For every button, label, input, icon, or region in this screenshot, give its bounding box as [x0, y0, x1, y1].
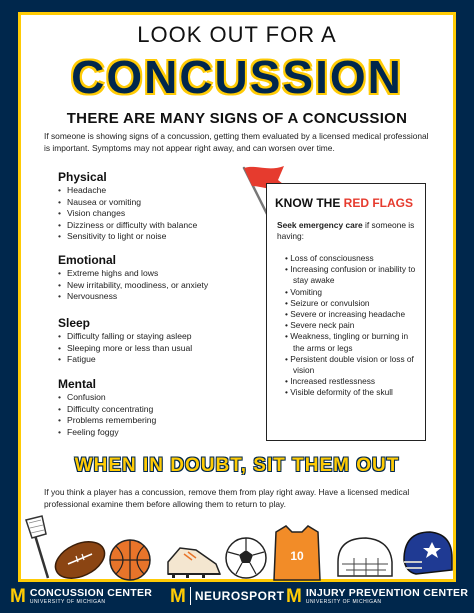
hockey-helmet-icon	[338, 538, 392, 576]
footer-neurosport: M NEUROSPORT	[170, 586, 285, 607]
list-item: • Difficulty concentrating	[58, 404, 268, 416]
list-item: • Headache	[58, 185, 268, 197]
list-item: • Persistent double vision or loss of vision	[285, 354, 419, 376]
list-item: • Difficulty falling or staying asleep	[58, 331, 268, 343]
list-item: • Problems remembering	[58, 415, 268, 427]
list-item: • Extreme highs and lows	[58, 268, 268, 280]
emotional-list	[58, 268, 268, 303]
eyebrow-text: LOOK OUT FOR A	[137, 22, 337, 47]
basketball-icon	[110, 540, 150, 580]
sleep-list	[58, 331, 268, 366]
list-item: • Sensitivity to light or noise	[58, 231, 268, 243]
red-flags-list	[285, 253, 419, 399]
list-item: • Increased restlessness	[285, 376, 419, 387]
red-flags-title: KNOW THE RED FLAGS	[275, 196, 414, 210]
list-item: • Sleeping more or less than usual	[58, 343, 268, 355]
jersey-icon	[274, 526, 320, 580]
doubt-paragraph: If you think a player has a concussion, remove them from play right away. Have a licensed medical professional examine them before allowing them to return to play.	[44, 487, 410, 509]
football-helmet-icon	[404, 532, 452, 574]
list-item: • New irritability, moodiness, or anxiety	[58, 280, 268, 292]
list-item: • Weakness, tingling or burning in the arms or legs	[285, 331, 419, 353]
list-item: • Seizure or convulsion	[285, 298, 419, 309]
list-item: • Nervousness	[58, 291, 268, 303]
sports-equipment-illustration	[20, 514, 454, 582]
michigan-logo-icon: M	[10, 586, 26, 607]
list-item: • Feeling foggy	[58, 427, 268, 439]
footer-injury-prevention-center: M INJURY PREVENTION CENTER UNIVERSITY OF MICHIGAN	[286, 586, 469, 607]
footer	[0, 583, 474, 613]
cleat-icon	[168, 548, 220, 578]
list-item: • Dizziness or difficulty with balance	[58, 220, 268, 232]
list-item: • Vomiting	[285, 287, 419, 298]
emotional-heading: Emotional	[58, 253, 117, 267]
list-item: • Confusion	[58, 392, 268, 404]
intro-paragraph: If someone is showing signs of a concussion, getting them evaluated by a licensed medical professional is important. Symptoms may not appear right away, and can worsen over time.	[44, 131, 429, 153]
list-item: • Vision changes	[58, 208, 268, 220]
mental-list	[58, 392, 268, 438]
list-item: • Severe neck pain	[285, 320, 419, 331]
footer-divider	[190, 587, 191, 605]
list-item: • Fatigue	[58, 354, 268, 366]
list-item: • Severe or increasing headache	[285, 309, 419, 320]
red-flags-box	[266, 183, 426, 441]
lacrosse-stick-icon	[26, 516, 48, 578]
list-item: • Increasing confusion or inability to stay awake	[285, 264, 419, 286]
page-title: CONCUSSION	[71, 51, 403, 103]
soccer-ball-icon	[226, 538, 266, 578]
subtitle: THERE ARE MANY SIGNS OF A CONCUSSION	[66, 110, 408, 127]
jersey-number: 10	[290, 549, 304, 563]
sleep-heading: Sleep	[58, 316, 91, 330]
michigan-logo-icon: M	[286, 586, 302, 607]
list-item: • Visible deformity of the skull	[285, 387, 419, 398]
michigan-logo-icon: M	[170, 586, 186, 607]
football-icon	[50, 535, 111, 582]
doubt-headline: WHEN IN DOUBT, SIT THEM OUT	[74, 455, 400, 476]
red-flags-note: Seek emergency care if someone is having:	[277, 220, 415, 241]
footer-concussion-center: M CONCUSSION CENTER UNIVERSITY OF MICHIGAN	[10, 586, 153, 607]
list-item: • Nausea or vomiting	[58, 197, 268, 209]
mental-heading: Mental	[58, 377, 97, 391]
list-item: • Loss of consciousness	[285, 253, 419, 264]
physical-heading: Physical	[58, 170, 107, 184]
